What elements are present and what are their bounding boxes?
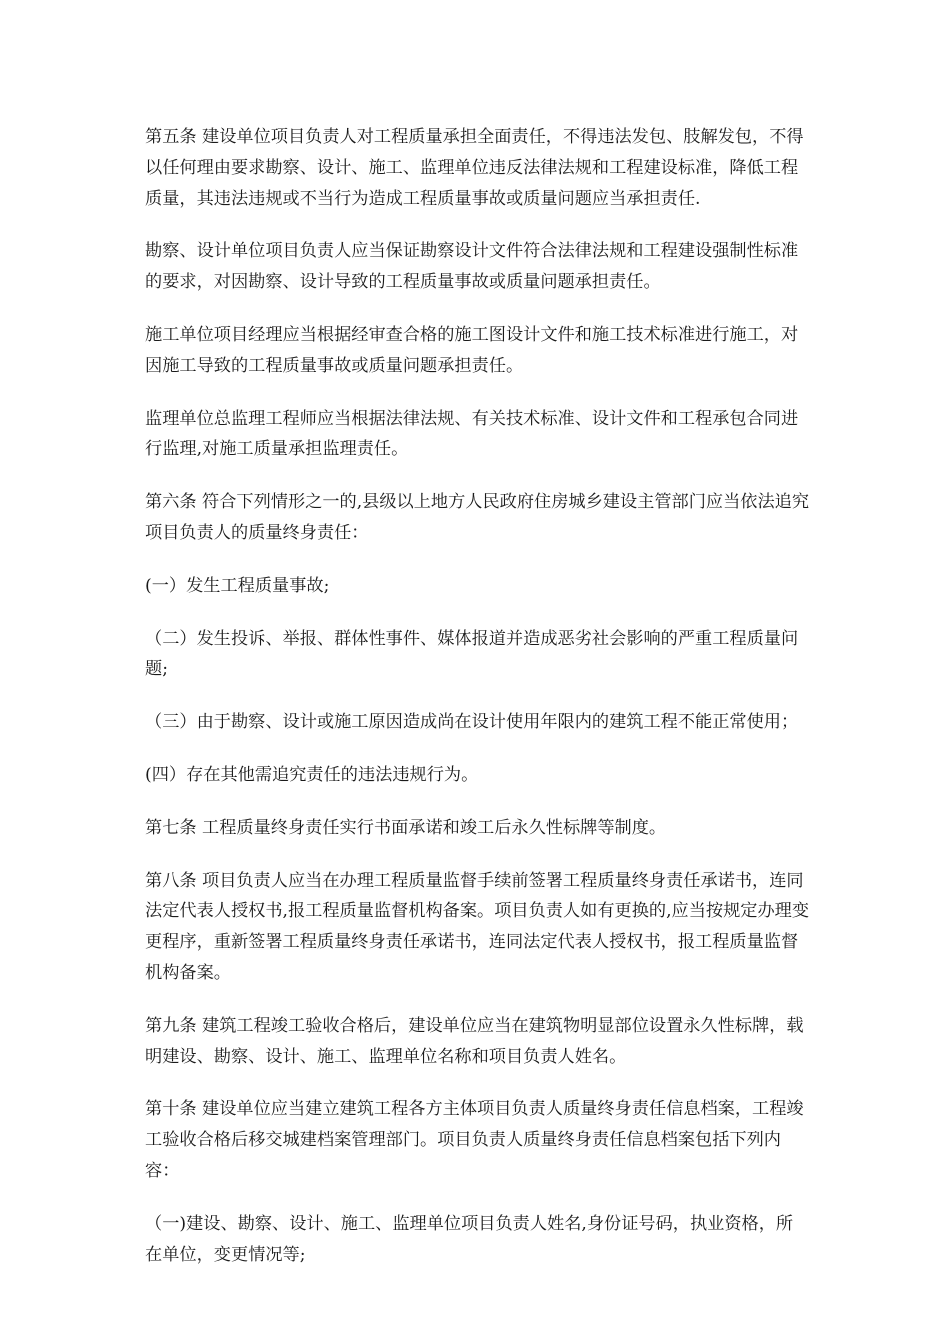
document-body <box>145 122 810 1292</box>
paragraph-article-6-item-2: （二）发生投诉、举报、群体性事件、媒体报道并造成恶劣社会影响的严重工程质量问题; <box>145 628 799 680</box>
paragraph-article-7: 第七条 工程质量终身责任实行书面承诺和竣工后永久性标牌等制度。 <box>145 817 667 838</box>
paragraph-article-9: 第九条 建筑工程竣工验收合格后，建设单位应当在建筑物明显部位设置永久性标牌，载明建设、勘察、设计、施工、监理单位名称和项目负责人姓名。 <box>145 1015 804 1067</box>
paragraph-article-6-item-3: （三）由于勘察、设计或施工原因造成尚在设计使用年限内的建筑工程不能正常使用； <box>145 712 799 733</box>
paragraph-construction-manager-responsibility: 施工单位项目经理应当根据经审查合格的施工图设计文件和施工技术标准进行施工，对因施工导致的工程质量事故或质量问题承担责任。 <box>145 324 799 376</box>
paragraph-article-10-item-1: （一)建设、勘察、设计、施工、监理单位项目负责人姓名,身份证号码，执业资格，所在单位，变更情况等; <box>145 1213 794 1265</box>
paragraph-article-8: 第八条 项目负责人应当在办理工程质量监督手续前签署工程质量终身责任承诺书，连同法定代表人授权书,报工程质量监督机构备案。项目负责人如有更换的,应当按规定办理变更程序，重新签署工程质量终身责任承诺书，连同法定代表人授权书，报工程质量监督机构备案。 <box>145 870 810 983</box>
paragraph-article-10: 第十条 建设单位应当建立建筑工程各方主体项目负责人质量终身责任信息档案，工程竣工验收合格后移交城建档案管理部门。项目负责人质量终身责任信息档案包括下列内容： <box>145 1099 804 1181</box>
paragraph-survey-design-responsibility: 勘察、设计单位项目负责人应当保证勘察设计文件符合法律法规和工程建设强制性标准的要求，对因勘察、设计导致的工程质量事故或质量问题承担责任。 <box>145 241 799 293</box>
paragraph-article-6-item-4: (四）存在其他需追究责任的违法违规行为。 <box>145 764 479 785</box>
paragraph-article-6: 第六条 符合下列情形之一的,县级以上地方人民政府住房城乡建设主管部门应当依法追究项目负责人的质量终身责任： <box>145 492 810 543</box>
paragraph-article-6-item-1: (一）发生工程质量事故; <box>145 575 330 596</box>
paragraph-supervisor-responsibility: 监理单位总监理工程师应当根据法律法规、有关技术标准、设计文件和工程承包合同进行监理,对施工质量承担监理责任。 <box>145 408 799 460</box>
paragraph-article-5: 第五条 建设单位项目负责人对工程质量承担全面责任，不得违法发包、肢解发包，不得以任何理由要求勘察、设计、施工、监理单位违反法律法规和工程建设标准，降低工程质量，其违法违规或不当行为造成工程质量事故或质量问题应当承担责任. <box>145 127 804 209</box>
